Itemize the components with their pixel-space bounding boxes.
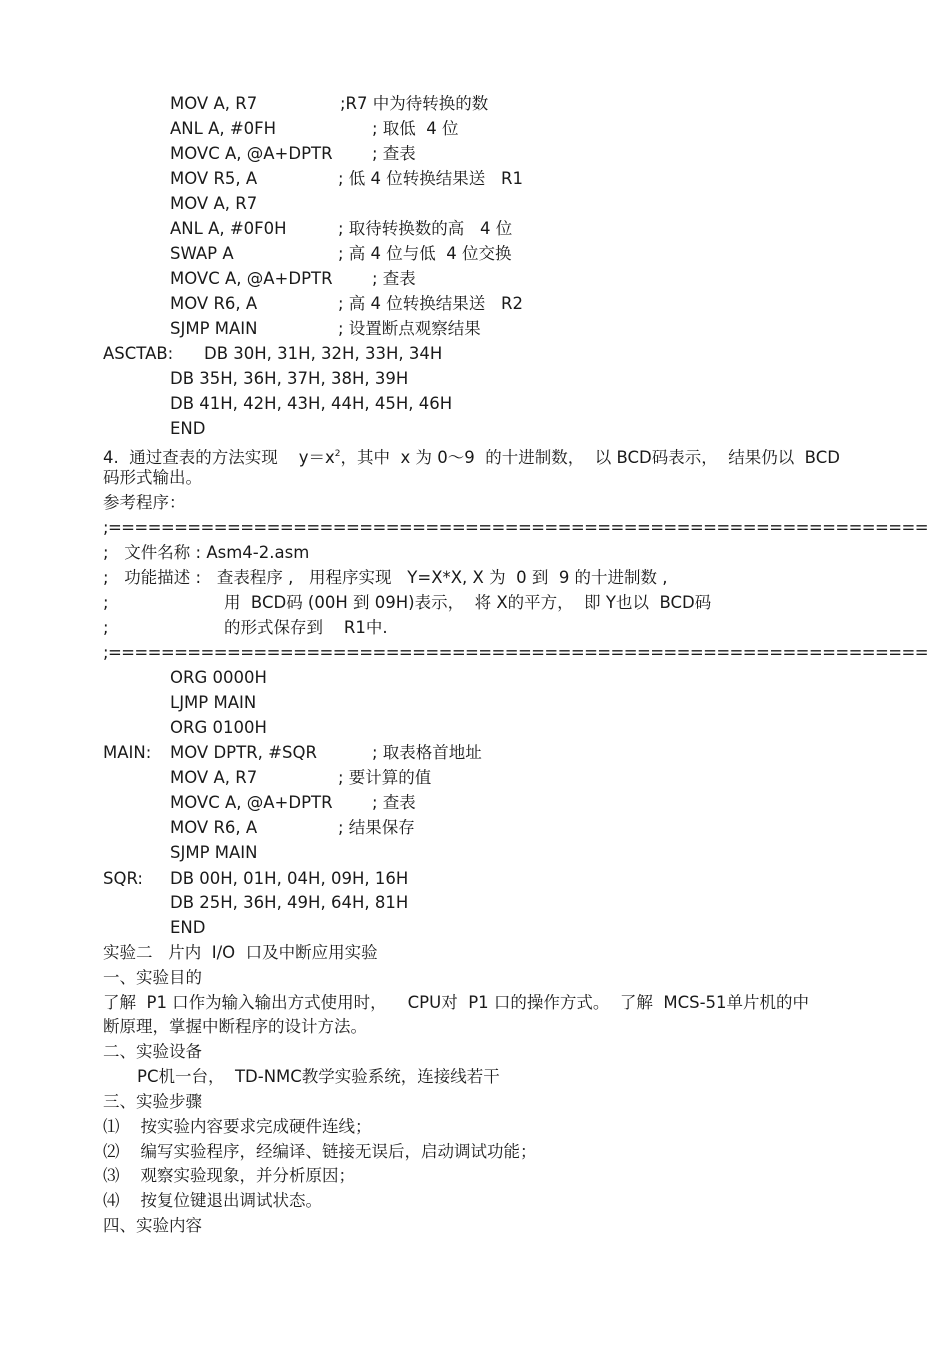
code-line: SWAP A <box>170 244 234 263</box>
code-line: MOV DPTR, #SQR <box>170 743 317 762</box>
reference-program-label: 参考程序： <box>103 493 186 512</box>
task4-text-line1: 4. 通过查表的方法实现 $y=x^2$，其中 x 为 0～9 的十进制数， 以 BCD码表示， 结果仍以 BCD <box>103 448 840 467</box>
code-line: MOV A, R7 <box>170 94 258 113</box>
code-line: DB 00H, 01H, 04H, 09H, 16H <box>170 869 409 888</box>
code-comment: ; 查表 <box>372 793 416 812</box>
step-item: ⑷ 按复位键退出调试状态。 <box>103 1191 322 1210</box>
code-comment: ; 高 4 位与低 4 位交换 <box>338 244 512 263</box>
code-line: MOV R6, A <box>170 818 258 837</box>
code-comment: ; 取表格首地址 <box>372 743 482 762</box>
step-item: ⑶ 观察实验现象，并分析原因； <box>103 1166 355 1185</box>
step-item: ⑴ 按实验内容要求完成硬件连线； <box>103 1117 372 1136</box>
comment-rule-bottom: ;============================================================== <box>103 643 928 662</box>
code-comment: ; 查表 <box>372 269 416 288</box>
code-line: DB 25H, 36H, 49H, 64H, 81H <box>170 893 409 912</box>
code-comment: ;R7 中为待转换的数 <box>340 94 489 113</box>
function-desc-comment: ; 用 BCD码 (00H 到 09H)表示， 将 X的平方， 即 Y也以 BCD码 <box>103 593 712 612</box>
task4-text-line2: 码形式输出。 <box>103 468 202 487</box>
purpose-text-line1: 了解 P1 口作为输入输出方式使用时， CPU对 P1 口的操作方式。 了解 MCS-51单片机的中 <box>103 993 810 1012</box>
code-comment: ; 低 4 位转换结果送 R1 <box>338 169 523 188</box>
code-line: MOVC A, @A+DPTR <box>170 269 333 288</box>
superscript: 2 <box>334 449 341 459</box>
code-line: ANL A, #0F0H <box>170 219 287 238</box>
code-line: END <box>170 419 206 438</box>
code-line: END <box>170 918 206 937</box>
code-line: ORG 0000H <box>170 668 267 687</box>
code-comment: ; 取低 4 位 <box>372 119 459 138</box>
code-label: ASCTAB: <box>103 344 174 363</box>
code-comment: ; 查表 <box>372 144 416 163</box>
code-label: SQR: <box>103 869 143 888</box>
section-heading-equipment: 二、实验设备 <box>103 1042 202 1061</box>
code-line: DB 30H, 31H, 32H, 33H, 34H <box>204 344 443 363</box>
code-line: SJMP MAIN <box>170 843 258 862</box>
code-line: MOVC A, @A+DPTR <box>170 144 333 163</box>
section-heading-content: 四、实验内容 <box>103 1216 202 1235</box>
code-label: MAIN: <box>103 743 152 762</box>
code-line: SJMP MAIN <box>170 319 258 338</box>
code-line: MOV R6, A <box>170 294 258 313</box>
step-item: ⑵ 编写实验程序，经编译、链接无误后，启动调试功能； <box>103 1142 537 1161</box>
code-line: MOVC A, @A+DPTR <box>170 793 333 812</box>
function-desc-comment: ; 的形式保存到 R1中. <box>103 618 388 637</box>
code-line: MOV A, R7 <box>170 768 258 787</box>
function-desc-comment: ; 功能描述 : 查表程序 , 用程序实现 Y=X*X, X 为 0 到 9 的十进制数 , <box>103 568 668 587</box>
equipment-text: PC机一台， TD-NMC教学实验系统，连接线若干 <box>137 1067 500 1086</box>
code-comment: ; 高 4 位转换结果送 R2 <box>338 294 523 313</box>
code-comment: ; 结果保存 <box>338 818 415 837</box>
code-comment: ; 要计算的值 <box>338 768 432 787</box>
code-comment: ; 取待转换数的高 4 位 <box>338 219 513 238</box>
code-line: LJMP MAIN <box>170 693 257 712</box>
code-line: MOV A, R7 <box>170 194 258 213</box>
code-line: ORG 0100H <box>170 718 267 737</box>
section-heading-purpose: 一、实验目的 <box>103 968 202 987</box>
code-comment: ; 设置断点观察结果 <box>338 319 481 338</box>
comment-rule-top: ;============================================================== <box>103 518 928 537</box>
code-line: DB 41H, 42H, 43H, 44H, 45H, 46H <box>170 394 453 413</box>
file-name-comment: ; 文件名称 : Asm4-2.asm <box>103 543 310 562</box>
code-line: MOV R5, A <box>170 169 258 188</box>
code-line: DB 35H, 36H, 37H, 38H, 39H <box>170 369 409 388</box>
section-heading-steps: 三、实验步骤 <box>103 1092 202 1111</box>
code-line: ANL A, #0FH <box>170 119 277 138</box>
purpose-text-line2: 断原理，掌握中断程序的设计方法。 <box>103 1017 367 1036</box>
experiment-title: 实验二 片内 I/O 口及中断应用实验 <box>103 943 378 962</box>
